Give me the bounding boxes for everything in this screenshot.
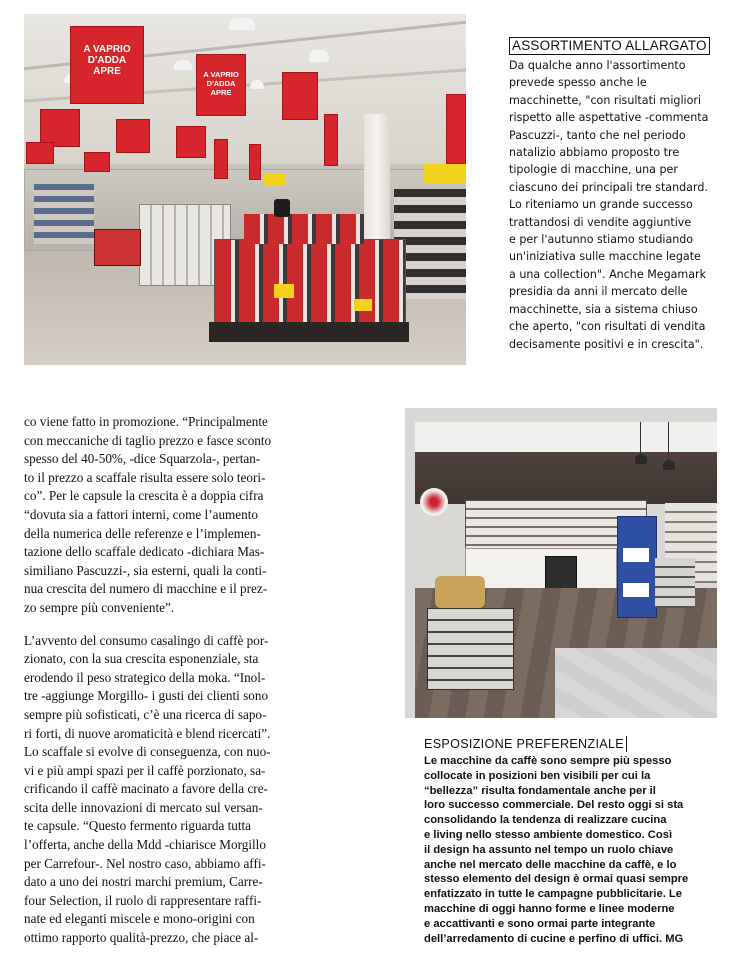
text-line: nate ed eleganti miscele e mono-origini con: [24, 911, 255, 927]
text-line: co viene fatto in promozione. “Principalmente: [24, 414, 268, 429]
sidebar-line: Pascuzzi-, tanto che nel periodo: [509, 128, 686, 142]
yellow-price-sign: [424, 164, 466, 184]
tiled-floor: [555, 648, 717, 718]
promo-banner: [84, 152, 110, 172]
red-shelf-unit: [94, 229, 141, 266]
text-line: scita delle innovazioni di mercato sul versan-: [24, 799, 263, 815]
text-line: dato a uno dei nostri marchi premium, Carre-: [24, 874, 263, 890]
caption-line: collocate in posizioni ben visibili per cui la: [424, 769, 651, 782]
caption-title: ESPOSIZIONE PREFERENZIALE: [424, 736, 627, 752]
sidebar-line: tipologie di macchine, una per: [509, 163, 678, 177]
paragraph: [24, 413, 296, 618]
banner-text: D'ADDA: [206, 79, 236, 88]
promo-banner: [116, 119, 150, 153]
sidebar-line: Da qualche anno l'assortimento: [509, 59, 686, 72]
sidebar-line: rispetto alle aspettative -commenta: [509, 111, 709, 125]
coffee-machine: [274, 199, 290, 217]
promo-banner: [214, 139, 228, 179]
gift-basket: [435, 576, 485, 608]
caption-line: dell’arredamento di cucine e perfino di uffici. MG: [424, 932, 684, 945]
text-line: l’offerta, anche della Mdd -chiarisce Morgillo: [24, 837, 266, 853]
ceiling: [415, 422, 717, 452]
photo-caption: [424, 735, 724, 946]
caption-line: Le macchine da caffè sono sempre più spesso: [424, 755, 672, 767]
sidebar-line: Lo riteniamo un grande successo: [509, 198, 693, 212]
sidebar-line: e per l'autunno stiamo studiando: [509, 233, 694, 247]
text-line: per Carrefour-. Nel nostro caso, abbiamo affi-: [24, 855, 266, 871]
promo-banner: [324, 114, 338, 166]
sidebar-box: [509, 37, 721, 353]
caption-line: loro successo commerciale. Del resto oggi si sta: [424, 799, 684, 812]
text-line: con meccaniche di taglio prezzo e fasce sconto: [24, 432, 272, 448]
text-line: ottimo rapporto qualità-prezzo, che piace al-: [24, 930, 259, 946]
sidebar-line: ciascuno dei principali tre standard.: [509, 180, 708, 194]
sidebar-title: ASSORTIMENTO ALLARGATO: [509, 37, 710, 55]
text-line: tre -aggiunge Morgillo- i gusti dei clienti sono: [24, 688, 269, 704]
price-tag: [274, 284, 294, 298]
product-table: [655, 558, 695, 608]
text-line: similiano Pascuzzi-, sia esterni, quali la conti-: [24, 562, 267, 578]
shelf-products: [34, 184, 94, 244]
supermarket-aisle-photo: [24, 14, 466, 365]
promo-banner: [176, 126, 206, 158]
text-line: zo sempre più conveniente”.: [24, 599, 175, 615]
caption-line: “bellezza” risulta fondamentale anche per il: [424, 784, 656, 797]
lamp-cord: [668, 422, 669, 460]
stand-panel: [623, 583, 649, 597]
lamp-cord: [640, 422, 641, 454]
text-line: zionato, con la sua crescita esponenziale, sta: [24, 651, 259, 667]
store-pillar: [364, 114, 390, 254]
pendant-lamp: [663, 460, 675, 470]
sidebar-line: che aperto, "con risultati di vendita: [509, 320, 706, 334]
text-line: to il prezzo a scaffale risulta essere solo teori-: [24, 469, 266, 485]
coffee-machine-boxes: [244, 214, 364, 244]
sidebar-line: macchinette, sia a sistema chiuso: [509, 302, 698, 316]
text-line: te capsule. “Questo fermento riguarda tutta: [24, 818, 252, 834]
promo-banner: [249, 144, 261, 180]
kitchen-display-photo: [405, 408, 717, 718]
stand-panel: [623, 548, 649, 562]
ceiling-lamp: [229, 18, 255, 30]
text-line: vi e più ampi spazi per il caffè porzionato, sa-: [24, 762, 266, 778]
sidebar-line: natalizio abbiamo proposto tre: [509, 146, 680, 160]
ceiling-lamp: [250, 80, 264, 89]
text-line: crificando il caffè macinato a favore della cre-: [24, 781, 268, 797]
caption-line: anche nel mercato delle macchine da caffè, e lo: [424, 858, 677, 871]
sidebar-line: trattandosi di vendite aggiuntive: [509, 215, 692, 229]
display-base: [209, 322, 409, 342]
blue-display-stand: [617, 516, 657, 618]
sidebar-line: a una collection". Anche Megamark: [509, 267, 707, 281]
banner-text: A VAPRIO: [203, 70, 239, 79]
sidebar-line: decisamente positivi e in crescita".: [509, 337, 704, 351]
promo-banner: [446, 94, 466, 164]
price-tag: [354, 299, 372, 311]
text-line: tazione dello scaffale dedicato -dichiara Mas-: [24, 544, 265, 560]
banner-text: APRE: [210, 88, 232, 97]
caption-line: macchine di oggi hanno forme e linee moderne: [424, 902, 675, 915]
banner-text: APRE: [93, 66, 121, 77]
promo-banner: [282, 72, 318, 120]
text-line: della numerica delle referenze e l’implemen-: [24, 525, 261, 541]
promo-banner: [70, 26, 144, 104]
sidebar-line: prevede spesso anche le: [509, 76, 647, 90]
article-column: [24, 413, 296, 948]
text-line: co”. Per le capsule la crescita è a doppia cifra: [24, 488, 264, 504]
caption-line: stesso elemento del design è ormai quasi sempre: [424, 873, 689, 886]
caption-line: consolidando la tendenza di realizzare cucina: [424, 814, 667, 827]
promo-banner: [26, 142, 54, 164]
caption-line: e living nello stesso ambiente domestico. Così: [424, 828, 673, 841]
text-line: Lo scaffale si evolve di conseguenza, con nuo-: [24, 744, 271, 760]
banner-text: A VAPRIO: [83, 44, 131, 55]
oven: [545, 556, 577, 590]
yellow-price-sign: [264, 174, 286, 186]
wall-decoration: [420, 488, 448, 516]
text-line: four Selection, il ruolo di rappresentare raffi-: [24, 892, 262, 908]
banner-text: D'ADDA: [87, 55, 127, 66]
caption-line: enfatizzato in tutte le campagne pubblicitarie. Le: [424, 888, 682, 901]
text-line: erodendo il peso strategico della moka. “Inol-: [24, 669, 266, 685]
ceiling-lamp: [174, 60, 192, 70]
sidebar-line: macchinette, "con risultati migliori: [509, 93, 702, 107]
caption-line: e accattivanti e sono ormai parte integrante: [424, 917, 656, 930]
ceiling-lamp: [309, 50, 329, 62]
paragraph: [24, 632, 296, 948]
text-line: “dovuta sia a fattori interni, come l’aumento: [24, 506, 258, 522]
text-line: spesso del 40-50%, -dice Squarzola-, pertan-: [24, 451, 261, 467]
sidebar-line: presidia da anni il mercato delle: [509, 285, 688, 299]
display-rack: [427, 608, 514, 690]
pendant-lamp: [635, 454, 647, 464]
text-line: L’avvento del consumo casalingo di caffè por-: [24, 632, 269, 648]
text-line: ri forti, di nuove aromaticità e blend ricercati”.: [24, 725, 271, 741]
sidebar-line: un'iniziativa sulle macchine legate: [509, 250, 701, 264]
caption-line: il design ha assunto nel tempo un ruolo chiave: [424, 843, 674, 856]
text-line: nua crescita del numero di macchine e il prez-: [24, 581, 268, 597]
coffee-machine-boxes: [214, 239, 406, 326]
text-line: sempre più sofisticati, c’è una ricerca di sapo-: [24, 706, 267, 722]
promo-banner: [196, 54, 246, 116]
